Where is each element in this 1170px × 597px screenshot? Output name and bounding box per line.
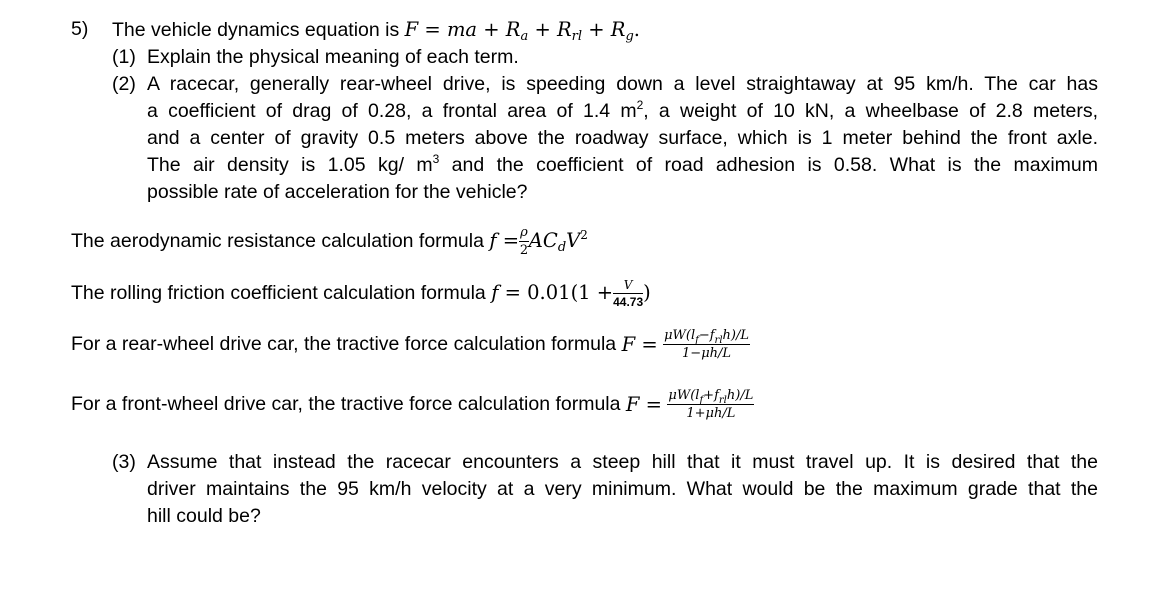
rolling-formula-label: The rolling friction coefficient calculation formula [71, 282, 486, 304]
aero-formula-label: The aerodynamic resistance calculation formula [71, 230, 484, 252]
question-number: 5) [71, 18, 89, 40]
part3-line2: driver maintains the 95 km/h velocity at a very minimum. What would be the maximum grade that the [147, 478, 1098, 500]
aero-formula-math: f = $\frac{\rho}{2}$ $AC_dV^2$ [489, 225, 588, 258]
rear-formula-math: F = [621, 333, 658, 356]
intro-text: The vehicle dynamics equation is [112, 19, 400, 41]
part1-label: (1) [112, 46, 136, 68]
rear-drive-formula [71, 329, 750, 360]
dynamics-equation: F = ma + $R_a + R_{rl} + R_g$. [404, 18, 640, 44]
part3-label: (3) [112, 451, 136, 473]
part2-label: (2) [112, 73, 136, 95]
rear-formula-fraction: $\frac{\mu W(l_f-f_{rl}h)/L}{1-\mu h/L}$ [664, 328, 749, 361]
part2-line5: possible rate of acceleration for the vehicle? [147, 181, 528, 203]
part1-text: Explain the physical meaning of each term. [147, 46, 519, 68]
front-formula-label: For a front-wheel drive car, the tractive force calculation formula [71, 393, 621, 415]
part2-line4: The air density is 1.05 kg/ $m^3$ and the coefficient of road adhesion is 0.58. What is the maximum [147, 152, 1098, 176]
front-formula-math: F = [625, 393, 662, 416]
question-intro [112, 18, 640, 42]
rear-formula-label: For a rear-wheel drive car, the tractive force calculation formula [71, 333, 617, 355]
part3-line3: hill could be? [147, 505, 261, 527]
front-formula-fraction: $\frac{\mu W(l_f+f_{rl}h)/L}{1+\mu h/L}$ [668, 388, 754, 421]
part2-line1: A racecar, generally rear-wheel drive, is speeding down a level straightaway at 95 km/h. The car has [147, 73, 1098, 95]
rolling-formula-math: f = 0.01(1 + $\frac{V}{44.73}$ ) [491, 278, 651, 309]
aero-formula [71, 226, 588, 257]
part2-line3: and a center of gravity 0.5 meters above the roadway surface, which is 1 meter behind the front axle. [147, 127, 1098, 149]
rolling-formula [71, 279, 651, 308]
part2-line2: a coefficient of drag of 0.28, a frontal area of 1.4 $m^2$, a weight of 10 kN, a wheelbase of 2.8 meters, [147, 98, 1098, 122]
part3-line1: Assume that instead the racecar encounters a steep hill that it must travel up. It is desired that the [147, 451, 1098, 473]
front-drive-formula [71, 389, 754, 420]
